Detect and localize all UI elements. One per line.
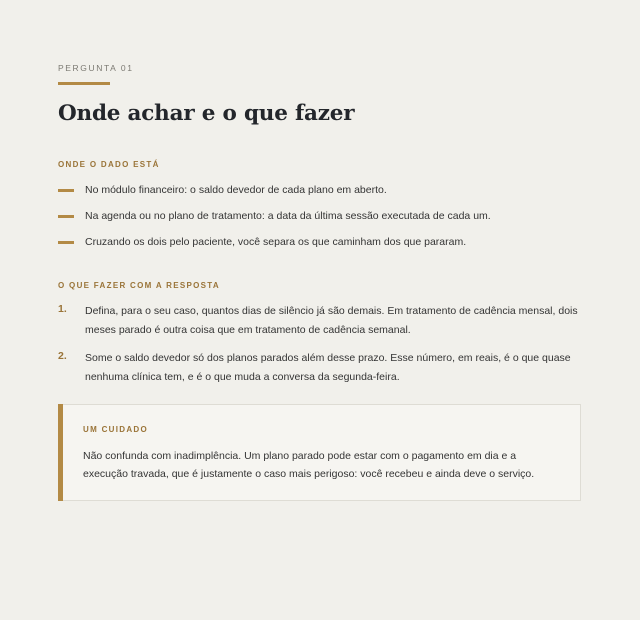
what-section-label: O QUE FAZER COM A RESPOSTA [58,281,220,290]
caution-callout [58,404,581,501]
step-text: Defina, para o seu caso, quantos dias de silêncio já são demais. Em tratamento de cadência mensal, dois meses parado é outra coisa que em tratamento de cadência semanal. [85,305,578,336]
bullet-dash-icon [58,215,74,218]
where-item-text: No módulo financeiro: o saldo devedor de cada plano em aberto. [85,184,387,196]
where-item-text: Na agenda ou no plano de tratamento: a data da última sessão executada de cada um. [85,210,491,222]
where-list-item [58,182,387,198]
callout-accent-bar [58,404,63,501]
step-number: 2. [58,350,67,362]
where-item-text: Cruzando os dois pelo paciente, você separa os que caminham dos que pararam. [85,236,467,248]
bullet-dash-icon [58,241,74,244]
step-number: 1. [58,303,67,315]
bullet-dash-icon [58,189,74,192]
where-section-label: ONDE O DADO ESTÁ [58,160,160,169]
where-list-item [58,208,491,224]
step-text: Some o saldo devedor só dos planos parados além desse prazo. Esse número, em reais, é o que quase nenhuma clínica tem, e é o que muda a conversa da segunda-feira. [85,352,571,383]
question-number: PERGUNTA 01 [58,63,134,73]
where-list-item [58,234,466,250]
callout-text: Não confunda com inadimplência. Um plano parado pode estar com o pagamento em dia e a execução travada, que é justamente o caso mais perigoso: você recebeu e ainda deve o serviço. [83,450,535,480]
accent-rule [58,82,110,85]
callout-label: UM CUIDADO [83,425,148,434]
page-title: Onde achar e o que fazer [58,101,355,126]
